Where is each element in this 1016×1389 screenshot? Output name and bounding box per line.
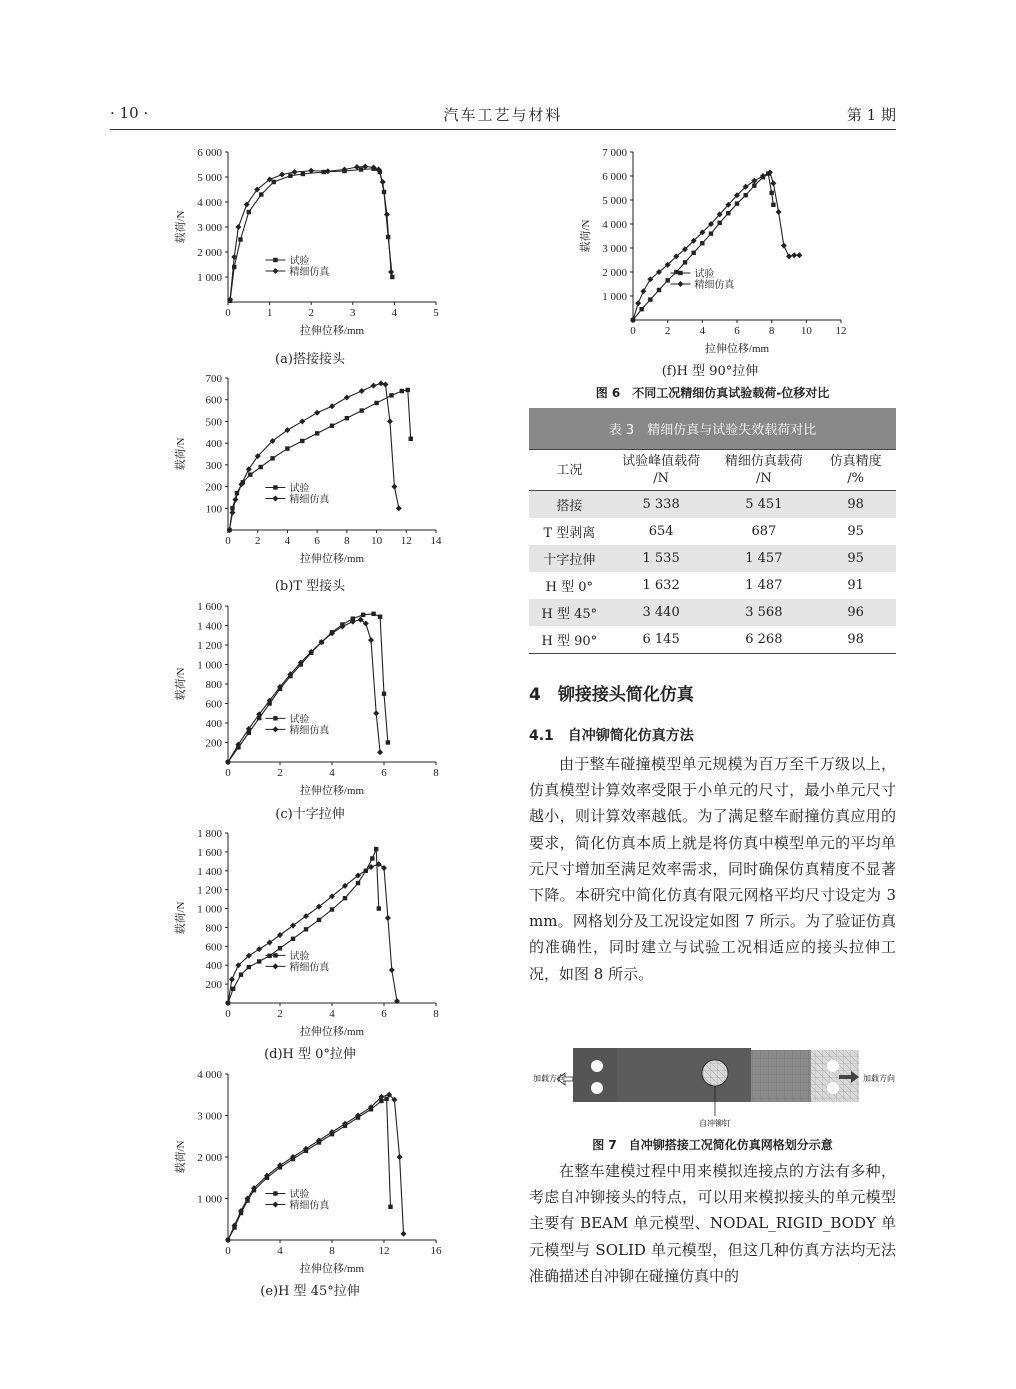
data-point	[752, 183, 756, 187]
issue-number: 第 1 期	[846, 106, 896, 124]
table-cell: 654	[648, 524, 674, 539]
legend-marker	[272, 268, 278, 274]
table-cell: H 型 45°	[529, 599, 610, 626]
y-axis-label: 载荷/N	[175, 667, 187, 701]
legend-label: 精细仿真	[289, 1200, 330, 1212]
data-point	[361, 613, 365, 617]
legend-label: 精细仿真	[289, 962, 330, 974]
y-tick-label: 200	[205, 481, 222, 494]
y-tick-label: 1 000	[602, 291, 627, 303]
x-tick-label: 4	[391, 307, 398, 319]
data-point	[374, 401, 378, 405]
x-axis-label: 拉伸位移/mm	[299, 553, 365, 565]
data-point	[769, 191, 773, 195]
data-point	[786, 253, 792, 259]
y-axis-label: 载荷/N	[175, 901, 187, 935]
x-tick-label: 6	[381, 767, 387, 779]
axes	[225, 606, 436, 765]
table-cell: 6 268	[712, 626, 815, 654]
table-title: 表 3 精细仿真与试验失效载荷对比	[529, 408, 896, 450]
legend-label: 精细仿真	[289, 494, 330, 506]
journal-title: 汽车工艺与材料	[443, 106, 563, 124]
table-cell: 6 145	[610, 626, 713, 654]
legend-marker	[678, 271, 682, 275]
x-tick-label: 1	[266, 307, 273, 319]
table-header: 工况	[529, 450, 610, 491]
y-tick-label: 5 000	[602, 195, 627, 207]
table-cell: H 型 90°	[529, 626, 610, 654]
y-tick-label: 2 000	[602, 267, 627, 279]
data-point	[300, 439, 304, 443]
data-point	[330, 424, 334, 428]
caption-panel-b: (b)T 型接头	[274, 579, 346, 594]
data-point	[382, 692, 386, 696]
data-point	[709, 231, 713, 235]
x-tick-label: 4	[284, 535, 291, 547]
data-point	[360, 408, 364, 412]
y-axis-label: 载荷/N	[175, 210, 187, 244]
chart-svg	[170, 368, 450, 568]
y-tick-label: 3 000	[197, 222, 222, 234]
data-point	[384, 212, 390, 218]
y-tick-label: 4 000	[197, 1069, 222, 1081]
data-point	[371, 612, 375, 616]
series-line-test	[633, 174, 773, 320]
x-tick-label: 0	[630, 325, 636, 337]
data-point	[257, 959, 261, 963]
table-cell: 96	[815, 599, 896, 626]
y-tick-label: 600	[205, 941, 222, 954]
data-point	[409, 437, 413, 441]
series-line-sim	[230, 167, 391, 300]
data-point	[229, 976, 235, 982]
series-line-test	[228, 849, 379, 1003]
data-point	[238, 237, 242, 241]
data-point	[771, 203, 775, 207]
x-tick-label: 5	[433, 307, 439, 319]
legend-marker	[273, 953, 277, 957]
y-tick-label: 5 000	[197, 172, 222, 184]
section-heading: 4 铆接接头简化仿真	[529, 685, 694, 705]
data-point	[315, 431, 319, 435]
overlap-mesh	[751, 1050, 811, 1102]
y-tick-label: 200	[205, 979, 222, 992]
y-tick-label: 1 000	[197, 659, 222, 672]
data-point	[259, 192, 263, 196]
data-point	[373, 710, 379, 716]
table-cell: 95	[847, 524, 864, 539]
x-axis-label: 拉伸位移/mm	[299, 785, 365, 797]
x-tick-label: 2	[664, 325, 671, 337]
data-point	[270, 456, 274, 460]
table-header: 试验峰值载荷 /N	[610, 450, 713, 491]
rivet-icon	[702, 1060, 728, 1086]
table-header: 仿真精度 /%	[815, 450, 896, 491]
x-tick-label: 6	[381, 1008, 387, 1020]
table-cell: 1 487	[745, 578, 783, 593]
series-line-test	[228, 614, 388, 762]
data-point	[344, 395, 350, 401]
caption-panel-e: (e)H 型 45°拉伸	[260, 1284, 360, 1299]
data-point	[648, 297, 652, 301]
data-point	[371, 383, 377, 389]
data-point	[370, 856, 374, 860]
data-point	[330, 907, 334, 911]
legend-label: 试验	[289, 1189, 310, 1201]
data-point	[691, 251, 695, 255]
table-cell: 687	[751, 524, 777, 539]
data-point	[791, 252, 797, 258]
subsection-heading: 4.1 自冲铆简化仿真方法	[529, 728, 694, 744]
data-point	[640, 288, 646, 294]
x-tick-label: 4	[277, 1245, 283, 1257]
chart-svg	[170, 142, 450, 340]
table-cell: 95	[815, 545, 896, 572]
data-point	[299, 418, 305, 424]
data-point	[400, 389, 404, 393]
data-point	[770, 180, 776, 186]
table-header-row	[529, 450, 896, 491]
y-tick-label: 700	[205, 373, 222, 385]
table-header: 精细仿真载荷 /N	[712, 450, 815, 491]
data-point	[657, 288, 661, 292]
x-tick-label: 4	[329, 1008, 335, 1020]
y-tick-label: 1 000	[197, 272, 222, 284]
y-tick-label: 1 200	[197, 884, 222, 897]
chart-h-90deg	[575, 142, 855, 358]
table-cell: 5 338	[610, 491, 713, 519]
data-point	[304, 927, 308, 931]
data-point	[377, 749, 383, 755]
caption-panel-a: (a)搭接接头	[275, 352, 345, 367]
data-point	[735, 201, 739, 205]
table-3	[529, 408, 896, 654]
data-point	[288, 174, 292, 178]
data-point	[700, 241, 704, 245]
x-tick-label: 6	[314, 535, 320, 547]
data-point	[321, 170, 325, 174]
y-tick-label: 800	[205, 679, 222, 691]
table-cell: 91	[847, 578, 864, 593]
rivet-label: 自冲铆钉	[699, 1119, 731, 1128]
y-axis-label: 载荷/N	[175, 1140, 187, 1174]
x-tick-label: 0	[225, 535, 231, 547]
y-tick-label: 3 000	[197, 1110, 222, 1123]
x-tick-label: 12	[400, 535, 412, 547]
data-point	[743, 193, 747, 197]
y-tick-label: 1 200	[197, 640, 222, 652]
table-cell: T 型剥离	[543, 526, 596, 541]
table-cell: 3 440	[610, 599, 713, 626]
x-tick-label: 0	[225, 1008, 231, 1020]
data-point	[396, 505, 402, 511]
chart-svg	[170, 823, 450, 1041]
x-tick-label: 2	[254, 535, 261, 547]
data-point	[776, 209, 782, 215]
chart-h-45deg	[170, 1064, 450, 1278]
x-tick-label: 2	[277, 1008, 283, 1020]
data-point	[391, 484, 397, 490]
data-point	[380, 179, 386, 185]
x-tick-label: 14	[430, 535, 442, 547]
y-tick-label: 6 000	[602, 171, 627, 183]
data-point	[285, 446, 289, 450]
table-row	[529, 491, 896, 519]
x-axis-label: 拉伸位移/mm	[299, 1263, 365, 1275]
y-tick-label: 200	[205, 737, 222, 750]
data-point	[796, 252, 802, 258]
x-tick-label: 6	[734, 325, 740, 337]
series-line-test	[228, 1099, 391, 1240]
legend-label: 试验	[289, 256, 310, 267]
legend-marker	[272, 1202, 278, 1208]
data-point	[406, 388, 410, 392]
x-tick-label: 2	[277, 767, 283, 779]
table-row	[529, 572, 896, 599]
data-point	[329, 403, 335, 409]
y-tick-label: 400	[205, 718, 222, 730]
data-point	[343, 896, 347, 900]
data-point	[232, 497, 238, 503]
x-tick-label: 12	[378, 1245, 390, 1257]
legend-label: 精细仿真	[289, 267, 330, 278]
data-point	[279, 172, 285, 178]
x-tick-label: 3	[350, 307, 356, 319]
data-point	[378, 380, 384, 386]
body-paragraph-1: 由于整车碰撞模型单元规模为百万至千万级以上，仿真模型计算效率受限于小单元的尺寸，最小单元尺寸越小，则计算效率越低。为了满足整车耐撞仿真应用的要求，简化仿真本质上就是将仿真中模型单元的平均单元尺寸增加至满足效率需求，同时确保仿真精度不显著下降。本研究中简化仿真有限元网格平均尺寸设定为 3 mm。网格划分及工况设定如图 7 所示。为了验证仿真的准确性，同时建立与试验工况相适应的接头拉伸工况，如图 8 所示。	[529, 755, 896, 983]
y-tick-label: 400	[205, 438, 222, 451]
data-point	[397, 1154, 403, 1160]
data-point	[389, 967, 395, 973]
y-tick-label: 1 000	[197, 1193, 222, 1206]
data-point	[314, 410, 320, 416]
x-tick-label: 8	[433, 767, 439, 779]
series-line-sim	[228, 620, 380, 762]
legend-marker	[273, 258, 277, 262]
table-cell: 98	[815, 626, 896, 654]
y-tick-label: 7 000	[602, 147, 627, 159]
y-tick-label: 300	[205, 459, 222, 472]
data-point	[317, 918, 321, 922]
x-tick-label: 0	[225, 307, 231, 319]
figure6-caption: 图 6 不同工况精细仿真试验载荷-位移对比	[595, 386, 830, 400]
y-tick-label: 4 000	[602, 219, 627, 231]
x-axis-label: 拉伸位移/mm	[704, 343, 770, 355]
data-point	[401, 1231, 407, 1237]
data-point	[388, 269, 394, 275]
data-point	[377, 906, 381, 910]
body-paragraph-2: 在整车建模过程中用来模拟连接点的方法有多种，考虑自冲铆接头的特点，可以用来模拟接头的单元模型主要有 BEAM 单元模型、NODAL_RIGID_BODY 单元模型与 SOLID 单元模型，但这几种仿真方法均无法准确描述自冲铆在碰撞仿真中的	[529, 1162, 896, 1285]
data-point	[374, 847, 378, 851]
data-point	[378, 615, 382, 619]
legend-label: 试验	[694, 268, 715, 280]
series-line-sim	[228, 1095, 404, 1240]
axes	[225, 833, 436, 1006]
y-tick-label: 1 400	[197, 620, 222, 633]
x-tick-label: 8	[329, 1245, 335, 1257]
header-rule	[110, 129, 896, 130]
data-point	[382, 382, 388, 388]
y-tick-label: 3 000	[602, 243, 627, 255]
table-cell: 搭接	[529, 491, 610, 519]
y-tick-label: 4 000	[197, 197, 222, 209]
y-tick-label: 100	[205, 503, 222, 516]
y-axis-label: 载荷/N	[175, 437, 187, 471]
data-point	[359, 167, 363, 171]
data-point	[231, 987, 235, 991]
data-point	[345, 416, 349, 420]
series-line-sim	[228, 864, 397, 1003]
data-point	[390, 275, 394, 279]
chart-h-0deg	[170, 823, 450, 1041]
legend-label: 精细仿真	[289, 725, 330, 737]
data-point	[726, 211, 730, 215]
legend-marker	[677, 281, 683, 287]
data-point	[386, 740, 390, 744]
data-point	[665, 278, 669, 282]
legend-marker	[273, 485, 277, 489]
y-tick-label: 1 400	[197, 865, 222, 878]
y-tick-label: 6 000	[197, 147, 222, 159]
data-point	[368, 637, 374, 643]
table-cell: H 型 0°	[545, 580, 594, 595]
data-point	[247, 965, 251, 969]
y-axis-label: 载荷/N	[580, 219, 592, 253]
legend-label: 试验	[289, 714, 310, 726]
chart-t-joint	[170, 368, 450, 568]
data-point	[388, 1205, 392, 1209]
data-point	[781, 243, 787, 249]
data-point	[301, 172, 305, 176]
legend-label: 试验	[289, 483, 310, 495]
axes	[630, 152, 841, 323]
caption-panel-d: (d)H 型 0°拉伸	[264, 1047, 356, 1062]
data-point	[639, 307, 643, 311]
load-direction-right-label: 加载方向	[863, 1074, 895, 1083]
x-tick-label: 16	[430, 1245, 442, 1257]
table-cell: 1 457	[712, 545, 815, 572]
x-tick-label: 4	[329, 767, 335, 779]
axes	[225, 152, 436, 305]
legend-marker	[273, 1191, 277, 1195]
table-cell: 1 535	[610, 545, 713, 572]
chart-svg	[170, 1064, 450, 1278]
legend-marker	[273, 716, 277, 720]
y-tick-label: 500	[205, 416, 222, 429]
table-cell: 5 451	[712, 491, 815, 519]
y-tick-label: 1 600	[197, 846, 222, 859]
y-tick-label: 1 000	[197, 903, 222, 916]
data-point	[389, 393, 393, 397]
legend-label: 试验	[289, 951, 310, 963]
chart-svg	[575, 142, 855, 358]
data-point	[229, 510, 235, 516]
data-point	[683, 260, 687, 264]
x-axis-label: 拉伸位移/mm	[299, 1026, 365, 1038]
chart-cross-tension	[170, 596, 450, 800]
caption-panel-f: (f)H 型 90°拉伸	[661, 364, 759, 379]
x-tick-label: 0	[225, 1245, 231, 1257]
x-tick-label: 4	[699, 325, 706, 337]
figure7-mesh-diagram	[529, 1042, 896, 1130]
data-point	[674, 270, 678, 274]
y-tick-label: 800	[205, 922, 222, 935]
data-point	[235, 224, 241, 230]
legend-marker	[272, 726, 278, 732]
series-line-test	[230, 169, 392, 301]
chart-svg	[170, 596, 450, 800]
data-point	[717, 221, 721, 225]
y-tick-label: 2 000	[197, 1152, 222, 1164]
mesh-illustration	[529, 1042, 896, 1130]
data-point	[278, 946, 282, 950]
x-tick-label: 10	[800, 325, 812, 337]
x-tick-label: 2	[308, 307, 314, 319]
running-header	[110, 104, 896, 128]
data-point	[356, 881, 360, 885]
series-line-sim	[633, 172, 799, 320]
data-point	[239, 972, 243, 976]
x-tick-label: 8	[344, 535, 350, 547]
legend-marker	[272, 495, 278, 501]
figure7-caption: 图 7 自冲铆搭接工况简化仿真网格划分示意	[592, 1138, 833, 1152]
data-point	[384, 1097, 388, 1101]
data-point	[359, 388, 365, 394]
load-direction-left-label: 加载方向	[533, 1074, 565, 1083]
y-tick-label: 1 600	[197, 601, 222, 613]
page-number: · 10 ·	[110, 104, 149, 122]
caption-panel-c: (c)十字拉伸	[275, 807, 345, 822]
data-point	[385, 915, 391, 921]
table-row	[529, 518, 896, 545]
table-row	[529, 626, 896, 654]
data-point	[258, 465, 262, 469]
x-tick-label: 8	[768, 325, 775, 337]
y-tick-label: 600	[205, 394, 222, 407]
data-point	[635, 300, 641, 306]
data-point	[291, 937, 295, 941]
y-tick-label: 2 000	[197, 247, 222, 259]
table-cell: 十字拉伸	[529, 545, 610, 572]
chart-lap-joint	[170, 142, 450, 340]
legend-marker	[272, 963, 278, 969]
y-tick-label: 600	[205, 698, 222, 711]
table-row	[529, 545, 896, 572]
table-cell: 3 568	[712, 599, 815, 626]
data-point	[387, 418, 393, 424]
table-cell: 98	[815, 491, 896, 519]
axes	[225, 1074, 436, 1243]
y-tick-label: 1 800	[197, 828, 222, 840]
x-axis-label: 拉伸位移/mm	[299, 325, 365, 337]
x-tick-label: 0	[225, 767, 231, 779]
series-line-sim	[229, 383, 398, 530]
legend-label: 精细仿真	[694, 279, 735, 291]
data-point	[256, 946, 262, 952]
x-tick-label: 12	[835, 325, 847, 337]
data-point	[248, 472, 252, 476]
x-tick-label: 10	[371, 535, 383, 547]
y-tick-label: 400	[205, 960, 222, 973]
x-tick-label: 8	[433, 1008, 439, 1020]
table-row	[529, 599, 896, 626]
table-cell: 1 632	[642, 578, 680, 593]
data-point	[247, 210, 251, 214]
data-point	[272, 180, 276, 184]
